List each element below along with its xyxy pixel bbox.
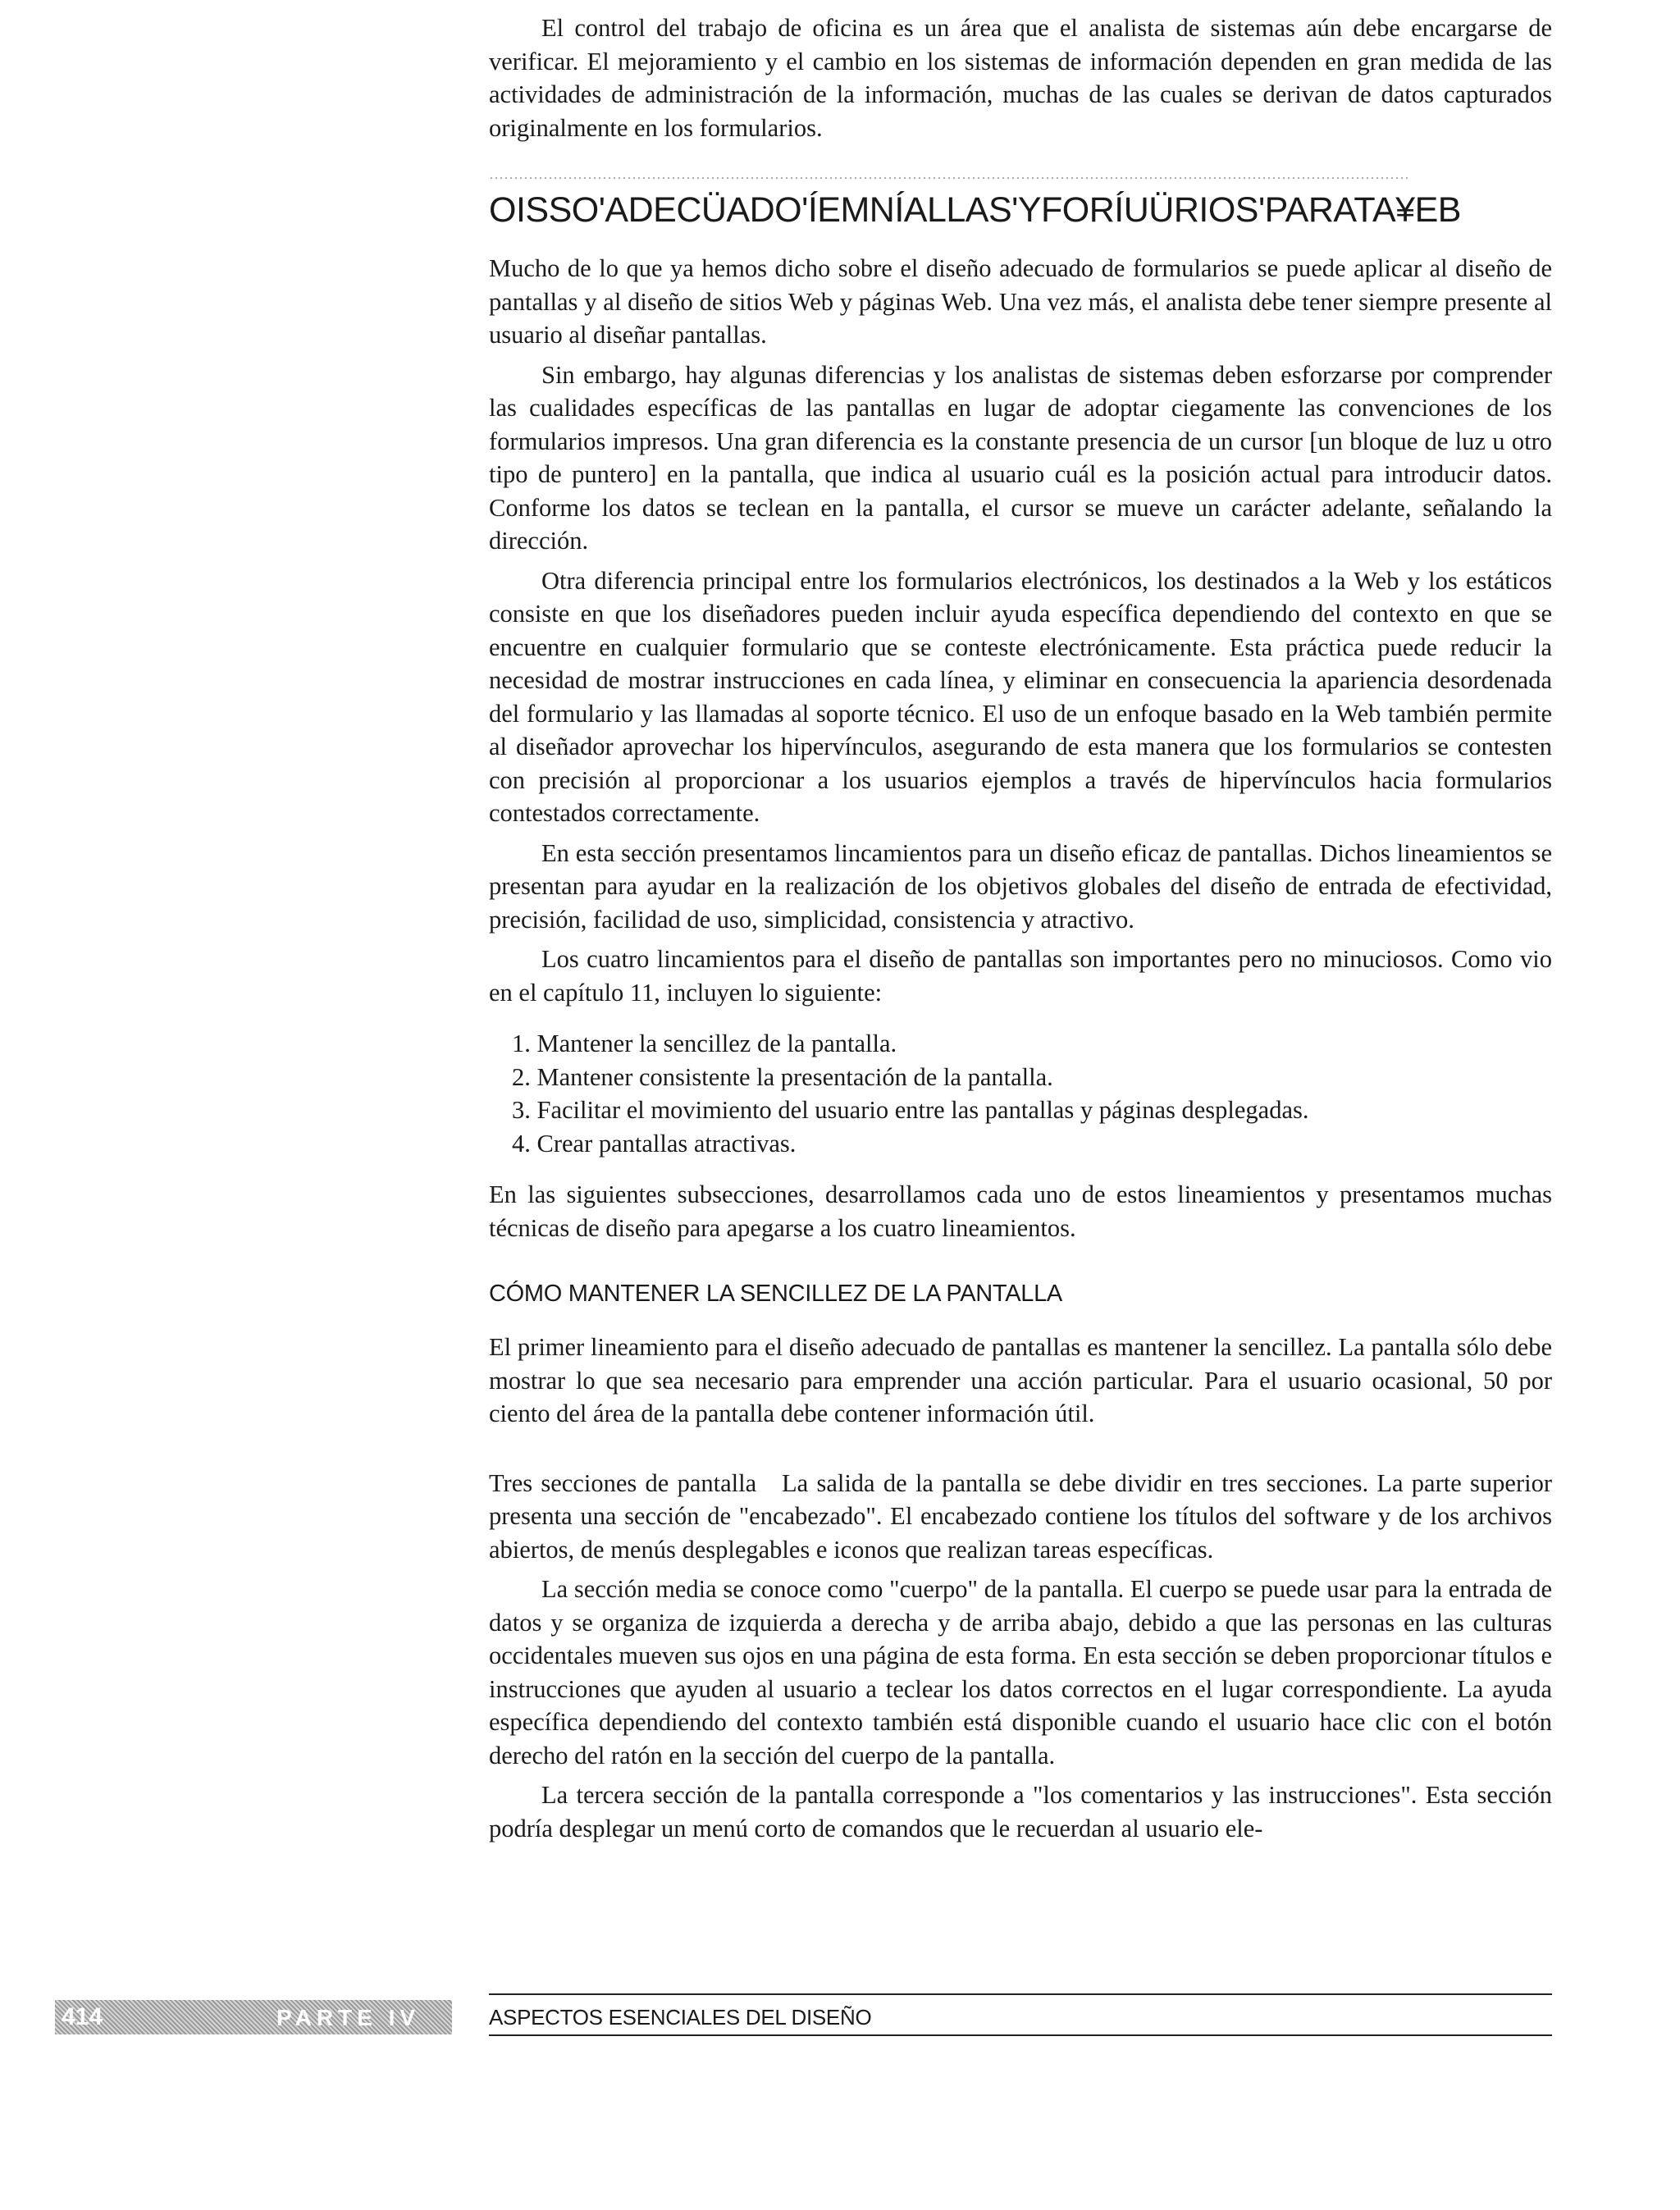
page-number: 414 [62,2003,103,2030]
page-footer [0,1993,1680,2059]
closing-paragraph: La sección media se conoce como "cuerpo" de la pantalla. El cuerpo se puede usar para la entrada de datos y se organiza de izquierda a derecha y de arriba abajo, debido a que las personas en las culturas occidentales mueven sus ojos en una página de esta forma. En esta sección se deben proporcionar títulos e instrucciones que ayuden al usuario a teclear los datos correctos en el lugar correspondiente. La ayuda específica dependiendo del contexto también está disponible cuando el usuario hace clic con el botón derecho del ratón en la sección del cuerpo de la pantalla. [489,1575,1552,1769]
closing-paragraph: La tercera sección de la pantalla corresponde a "los comentarios y las instrucciones". Esta sección podría desplegar un menú corto de comandos que le recuerdan al usuario ele- [489,1781,1552,1842]
section-heading: OISSO'ADECÜADO'ÍEMNÍALLAS'YFORÍUÜRIOS'PARATA¥EB [489,190,1461,230]
list-item: 1. Mantener la sencillez de la pantalla. [512,1030,897,1057]
footer-rule-bottom [489,2034,1552,2036]
section-paragraph: Sin embargo, hay algunas diferencias y los analistas de sistemas deben esforzarse por comprender las cualidades específicas de las pantallas en lugar de adoptar ciegamente las convenciones de los formularios impresos. Una gran diferencia es la constante presencia de un cursor [un bloque de luz u otro tipo de puntero] en la pantalla, que indica al usuario cuál es la posición actual para introducir datos. Conforme los datos se teclean en la pantalla, el cursor se mueve un carácter adelante, señalando la dirección. [489,360,1552,555]
three-sections-text: La salida de la pantalla se debe dividir en tres secciones. La parte superior presenta una sección de "encabezado". El encabezado contiene los títulos del software y de los archivos abiertos, de menús desplegables e iconos que realizan tareas específicas. [489,1468,1552,1564]
list-item: 4. Crear pantallas atractivas. [512,1129,797,1158]
guidelines-list [489,1027,1552,1160]
footer-rule-top [489,1993,1552,1995]
section-paragraph: En esta sección presentamos lincamientos para un diseño eficaz de pantallas. Dichos lineamientos se presentan para ayudar en la realización de los objetivos globales del diseño de entrada de efectividad, precisión, facilidad de uso, simplicidad, consistencia y atractivo. [489,838,1552,934]
running-title: ASPECTOS ESENCIALES DEL DISEÑO [489,2005,872,2030]
three-sections-lead-in: Tres secciones de pantalla [489,1468,757,1497]
part-label: PARTE IV [276,2005,421,2030]
dotted-divider [489,176,1408,180]
section-paragraph: Mucho de lo que ya hemos dicho sobre el diseño adecuado de formularios se puede aplicar al diseño de pantallas y al diseño de sitios Web y páginas Web. Una vez más, el analista debe tener siempre presente al usuario al diseñar pantallas. [489,254,1552,349]
after-list-paragraph: En las siguientes subsecciones, desarrollamos cada uno de estos lineamientos y presentamos muchas técnicas de diseño para apegarse a los cuatro lineamientos. [489,1180,1552,1242]
list-item: 2. Mantener consistente la presentación de la pantalla. [512,1062,1053,1091]
intro-paragraph: El control del trabajo de oficina es un área que el analista de sistemas aún debe encargarse de verificar. El mejoramiento y el cambio en los sistemas de información dependen en gran medida de las actividades de administración de la información, muchas de las cuales se derivan de datos capturados originalmente en los formularios. [489,14,1552,142]
section-paragraph: Otra diferencia principal entre los formularios electrónicos, los destinados a la Web y los estáticos consiste en que los diseñadores pueden incluir ayuda específica dependiendo del contexto en que se encuentre en cualquier formulario que se conteste electrónicamente. Esta práctica puede reducir la necesidad de mostrar instrucciones en cada línea, y eliminar en consecuencia la apariencia desordenada del formulario y las llamadas al soporte técnico. El uso de un enfoque basado en la Web también permite al diseñador aprovechar los hipervínculos, asegurando de esta manera que los formularios se contesten con precisión al proporcionar a los usuarios ejemplos a través de hipervínculos hacia formularios contestados correctamente. [489,566,1552,827]
three-sections-paragraph [489,1467,1552,1567]
page-body [489,11,1552,1845]
footer-tab [55,2000,452,2034]
list-item: 3. Facilitar el movimiento del usuario entre las pantallas y páginas desplegadas. [512,1096,1309,1124]
subsection-paragraph: El primer lineamiento para el diseño adecuado de pantallas es mantener la sencillez. La pantalla sólo debe mostrar lo que sea necesario para emprender una acción particular. Para el usuario ocasional, 50 por ciento del área de la pantalla debe contener información útil. [489,1333,1552,1427]
subsection-heading: CÓMO MANTENER LA SENCILLEZ DE LA PANTALLA [489,1281,1062,1307]
section-paragraph: Los cuatro lincamientos para el diseño de pantallas son importantes pero no minuciosos. Como vio en el capítulo 11, incluyen lo siguiente: [489,945,1552,1007]
